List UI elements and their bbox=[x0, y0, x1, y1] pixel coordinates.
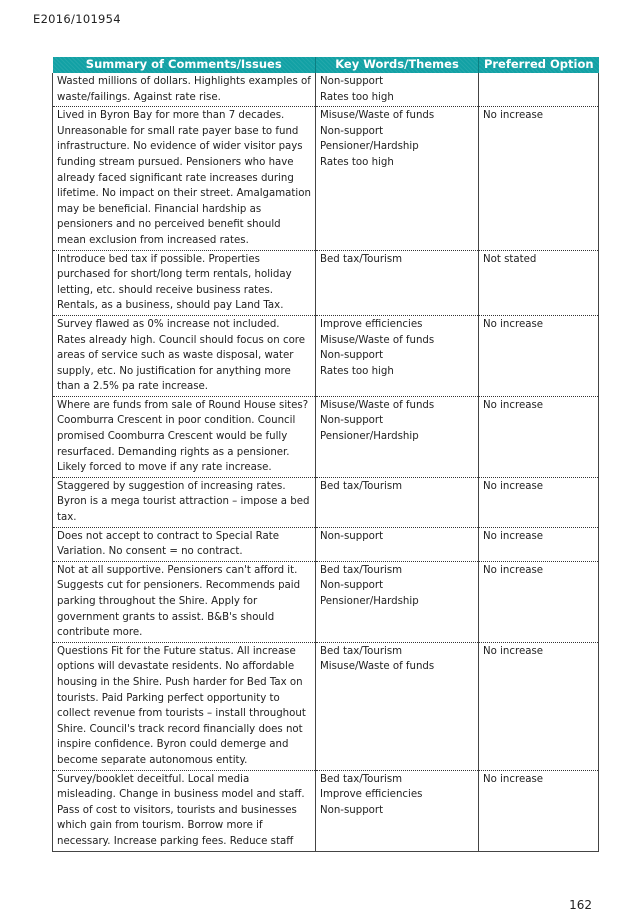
keyword-item: Pensioner/Hardship bbox=[320, 431, 419, 443]
preferred-option-cell: No increase bbox=[479, 315, 599, 396]
summary-cell: Where are funds from sale of Round House sites? Coomburra Crescent in poor condition. Council promised Coomburra Crescent would be fully resurfaced. Demanding rights as a pensioner. Likely forced to move if any rate increase. bbox=[53, 396, 316, 477]
table-row bbox=[53, 642, 599, 770]
keyword-item: Bed tax/Tourism bbox=[320, 564, 403, 576]
summary-cell: Staggered by suggestion of increasing rates. Byron is a mega tourist attraction – impose a bed tax. bbox=[53, 477, 316, 527]
keyword-item: Pensioner/Hardship bbox=[320, 141, 419, 153]
summary-cell: Questions Fit for the Future status. All increase options will devastate residents. No affordable housing in the Shire. Push harder for Bed Tax on tourists. Paid Parking perfect opportunity to collect revenue from tourists – install throughout Shire. Council's track record financially does not inspire confidence. Byron could demerge and become separate autonomous entity. bbox=[53, 642, 316, 770]
keyword-item: Non-support bbox=[320, 530, 384, 542]
keyword-item: Rates too high bbox=[320, 91, 394, 103]
keyword-item: Misuse/Waste of funds bbox=[320, 334, 435, 346]
table-row bbox=[53, 250, 599, 315]
summary-cell: Lived in Byron Bay for more than 7 decades. Unreasonable for small rate payer base to fund infrastructure. No evidence of wider visitor pays funding stream pursued. Pensioners who have already faced significant rate increases during lifetime. No impact on their street. Amalgamation may be beneficial. Financial hardship as pensioners and no perceived benefit should mean exclusion from increased rates. bbox=[53, 107, 316, 250]
summary-cell: Does not accept to contract to Special Rate Variation. No consent = no contract. bbox=[53, 527, 316, 561]
keywords-cell bbox=[316, 527, 479, 561]
table-row bbox=[53, 396, 599, 477]
keywords-cell bbox=[316, 107, 479, 250]
keyword-item: Non-support bbox=[320, 580, 384, 592]
preferred-option-cell: No increase bbox=[479, 770, 599, 851]
keyword-item: Non-support bbox=[320, 76, 384, 87]
keywords-cell bbox=[316, 561, 479, 642]
table-row bbox=[53, 477, 599, 527]
keyword-item: Rates too high bbox=[320, 156, 394, 168]
keyword-item: Non-support bbox=[320, 125, 384, 137]
keyword-item: Misuse/Waste of funds bbox=[320, 399, 435, 411]
summary-cell: Survey flawed as 0% increase not included. Rates already high. Council should focus on core areas of service such as waste disposal, water supply, etc. No justification for anything more than a 2.5% pa rate increase. bbox=[53, 315, 316, 396]
keywords-cell bbox=[316, 770, 479, 851]
table-row bbox=[53, 73, 599, 107]
keyword-item: Misuse/Waste of funds bbox=[320, 110, 435, 122]
table-row bbox=[53, 315, 599, 396]
keyword-item: Bed tax/Tourism bbox=[320, 773, 403, 785]
keyword-item: Improve efficiencies bbox=[320, 318, 423, 330]
table-row bbox=[53, 527, 599, 561]
preferred-option-cell: No increase bbox=[479, 477, 599, 527]
keyword-item: Misuse/Waste of funds bbox=[320, 661, 435, 673]
preferred-option-cell: No increase bbox=[479, 642, 599, 770]
keywords-cell bbox=[316, 250, 479, 315]
summary-cell: Wasted millions of dollars. Highlights examples of waste/failings. Against rate rise. bbox=[53, 73, 316, 107]
keywords-cell bbox=[316, 642, 479, 770]
preferred-option-cell: No increase bbox=[479, 527, 599, 561]
keyword-item: Rates too high bbox=[320, 365, 394, 377]
submissions-table bbox=[52, 57, 599, 852]
page-number: 162 bbox=[569, 898, 592, 912]
preferred-option-cell: No increase bbox=[479, 561, 599, 642]
keyword-item: Bed tax/Tourism bbox=[320, 480, 403, 492]
summary-cell: Introduce bed tax if possible. Properties purchased for short/long term rentals, holiday letting, etc. should receive business rates. Rentals, as a business, should pay Land Tax. bbox=[53, 250, 316, 315]
summary-cell: Survey/booklet deceitful. Local media misleading. Change in business model and staff. Pass of cost to visitors, tourists and businesses which gain from tourism. Borrow more if necessary. Increase parking fees. Reduce staff bbox=[53, 770, 316, 851]
summary-cell: Not at all supportive. Pensioners can't afford it. Suggests cut for pensioners. Recommends paid parking throughout the Shire. Apply for government grants to assist. B&B's should contribute more. bbox=[53, 561, 316, 642]
keyword-item: Improve efficiencies bbox=[320, 789, 423, 801]
preferred-option-cell: No increase bbox=[479, 107, 599, 250]
table-row bbox=[53, 107, 599, 250]
keywords-cell bbox=[316, 477, 479, 527]
keyword-item: Bed tax/Tourism bbox=[320, 645, 403, 657]
keywords-cell bbox=[316, 396, 479, 477]
keywords-cell bbox=[316, 73, 479, 107]
keyword-item: Non-support bbox=[320, 415, 384, 427]
table-row bbox=[53, 770, 599, 851]
keyword-item: Bed tax/Tourism bbox=[320, 253, 403, 265]
keywords-cell bbox=[316, 315, 479, 396]
header-preferred-option: Preferred Option bbox=[479, 57, 599, 73]
table-row bbox=[53, 561, 599, 642]
document-reference: E2016/101954 bbox=[33, 12, 121, 26]
preferred-option-cell: Not stated bbox=[479, 250, 599, 315]
table-header-row bbox=[53, 57, 599, 73]
keyword-item: Pensioner/Hardship bbox=[320, 596, 419, 607]
keyword-item: Non-support bbox=[320, 804, 384, 816]
preferred-option-cell bbox=[479, 73, 599, 107]
preferred-option-cell: No increase bbox=[479, 396, 599, 477]
keyword-item: Non-support bbox=[320, 350, 384, 362]
header-summary: Summary of Comments/Issues bbox=[53, 57, 316, 73]
header-keywords: Key Words/Themes bbox=[316, 57, 479, 73]
